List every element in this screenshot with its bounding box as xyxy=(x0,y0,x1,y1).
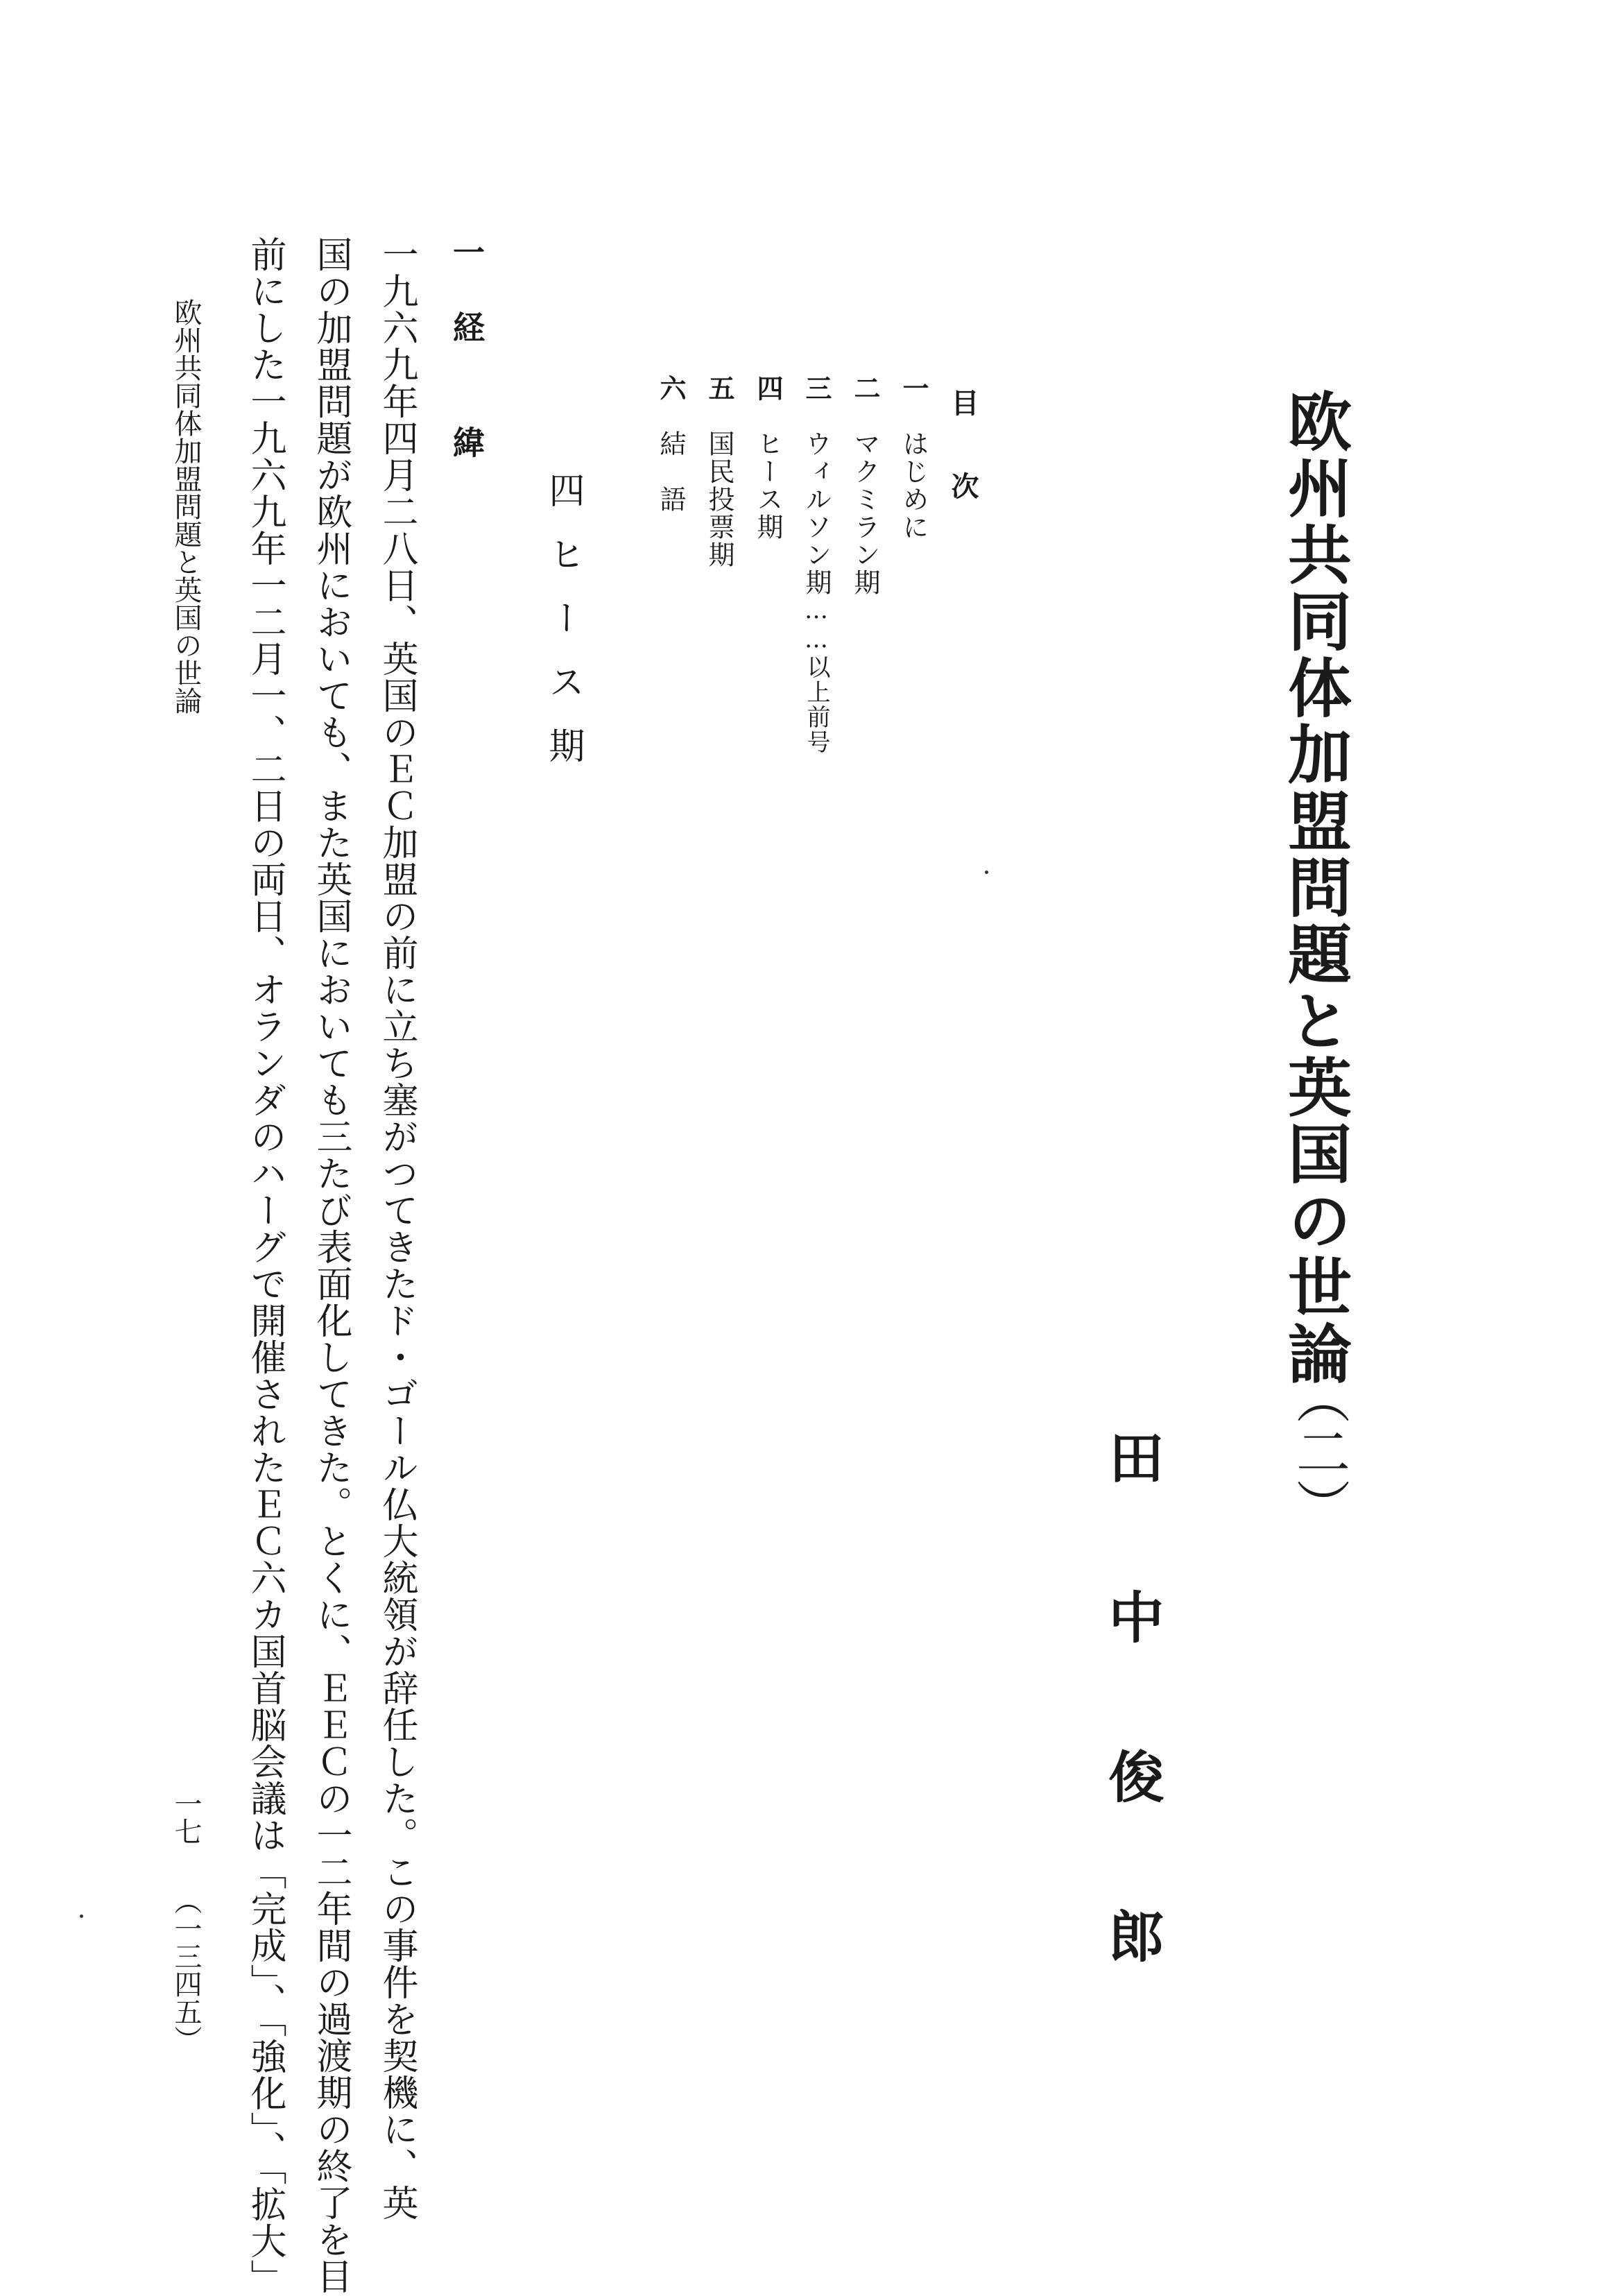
toc-heading: 目次 xyxy=(947,388,979,555)
toc-item-label: 結 語 xyxy=(655,430,686,513)
toc-item-number: 六 xyxy=(655,375,687,402)
toc-item-label: マクミラン期 xyxy=(850,430,880,597)
section-title: 四ヒース期 xyxy=(542,472,584,791)
toc-item xyxy=(846,375,884,597)
print-speck xyxy=(80,1914,83,1918)
toc-item xyxy=(749,375,787,541)
toc-item-number: 四 xyxy=(753,375,784,402)
subsection-number: 一 xyxy=(448,236,485,269)
print-speck xyxy=(985,871,988,874)
toc-item xyxy=(652,375,690,513)
toc-item xyxy=(798,375,836,755)
toc-item-number: 三 xyxy=(801,375,832,402)
toc-item-label: ウィルソン期 xyxy=(801,430,832,597)
volume-number: （二） xyxy=(1287,1370,1350,1532)
toc-item xyxy=(700,375,739,569)
body-text-line: 一九六九年四月二八日、英国のＥＣ加盟の前に立ち塞がつてきたド・ゴール仏大統領が辞任した。この事件を契機に、英 xyxy=(376,236,418,2221)
toc-item-label: 国民投票期 xyxy=(704,430,734,569)
toc-item-number: 五 xyxy=(704,375,735,402)
toc-item-number: 一 xyxy=(898,375,929,402)
page-number: 一七 xyxy=(170,1790,202,1845)
toc-item-number: 二 xyxy=(850,375,881,402)
running-title: 欧州共同体加盟問題と英国の世論 xyxy=(170,298,202,714)
body-text-line: 国の加盟問題が欧州においても、また英国においても三たび表面化してきた。とくに、ＥＥＣの一二年間の過渡期の終了を目 xyxy=(310,236,352,2295)
toc-item-label: ヒース期 xyxy=(753,430,783,541)
toc-item-note: ……以上前号 xyxy=(802,597,830,755)
subsection-label: 経緯 xyxy=(448,311,485,541)
toc-item xyxy=(895,375,933,541)
toc-item-label: はじめに xyxy=(898,430,929,541)
author-name: 田中俊郎 xyxy=(1099,1429,1164,2067)
cumulative-page-number: （一三四五） xyxy=(170,1887,202,2053)
page-number-block xyxy=(166,1790,206,2053)
body-text-line: 前にした一九六九年一二月一、二日の両日、オランダのハーグで開催されたＥＣ六カ国首脳会議は「完成」、「強化」、「拡大」 xyxy=(244,236,286,2296)
subsection-heading xyxy=(444,236,490,541)
article-title: 欧州共同体加盟問題と英国の世論 xyxy=(1278,388,1352,1387)
